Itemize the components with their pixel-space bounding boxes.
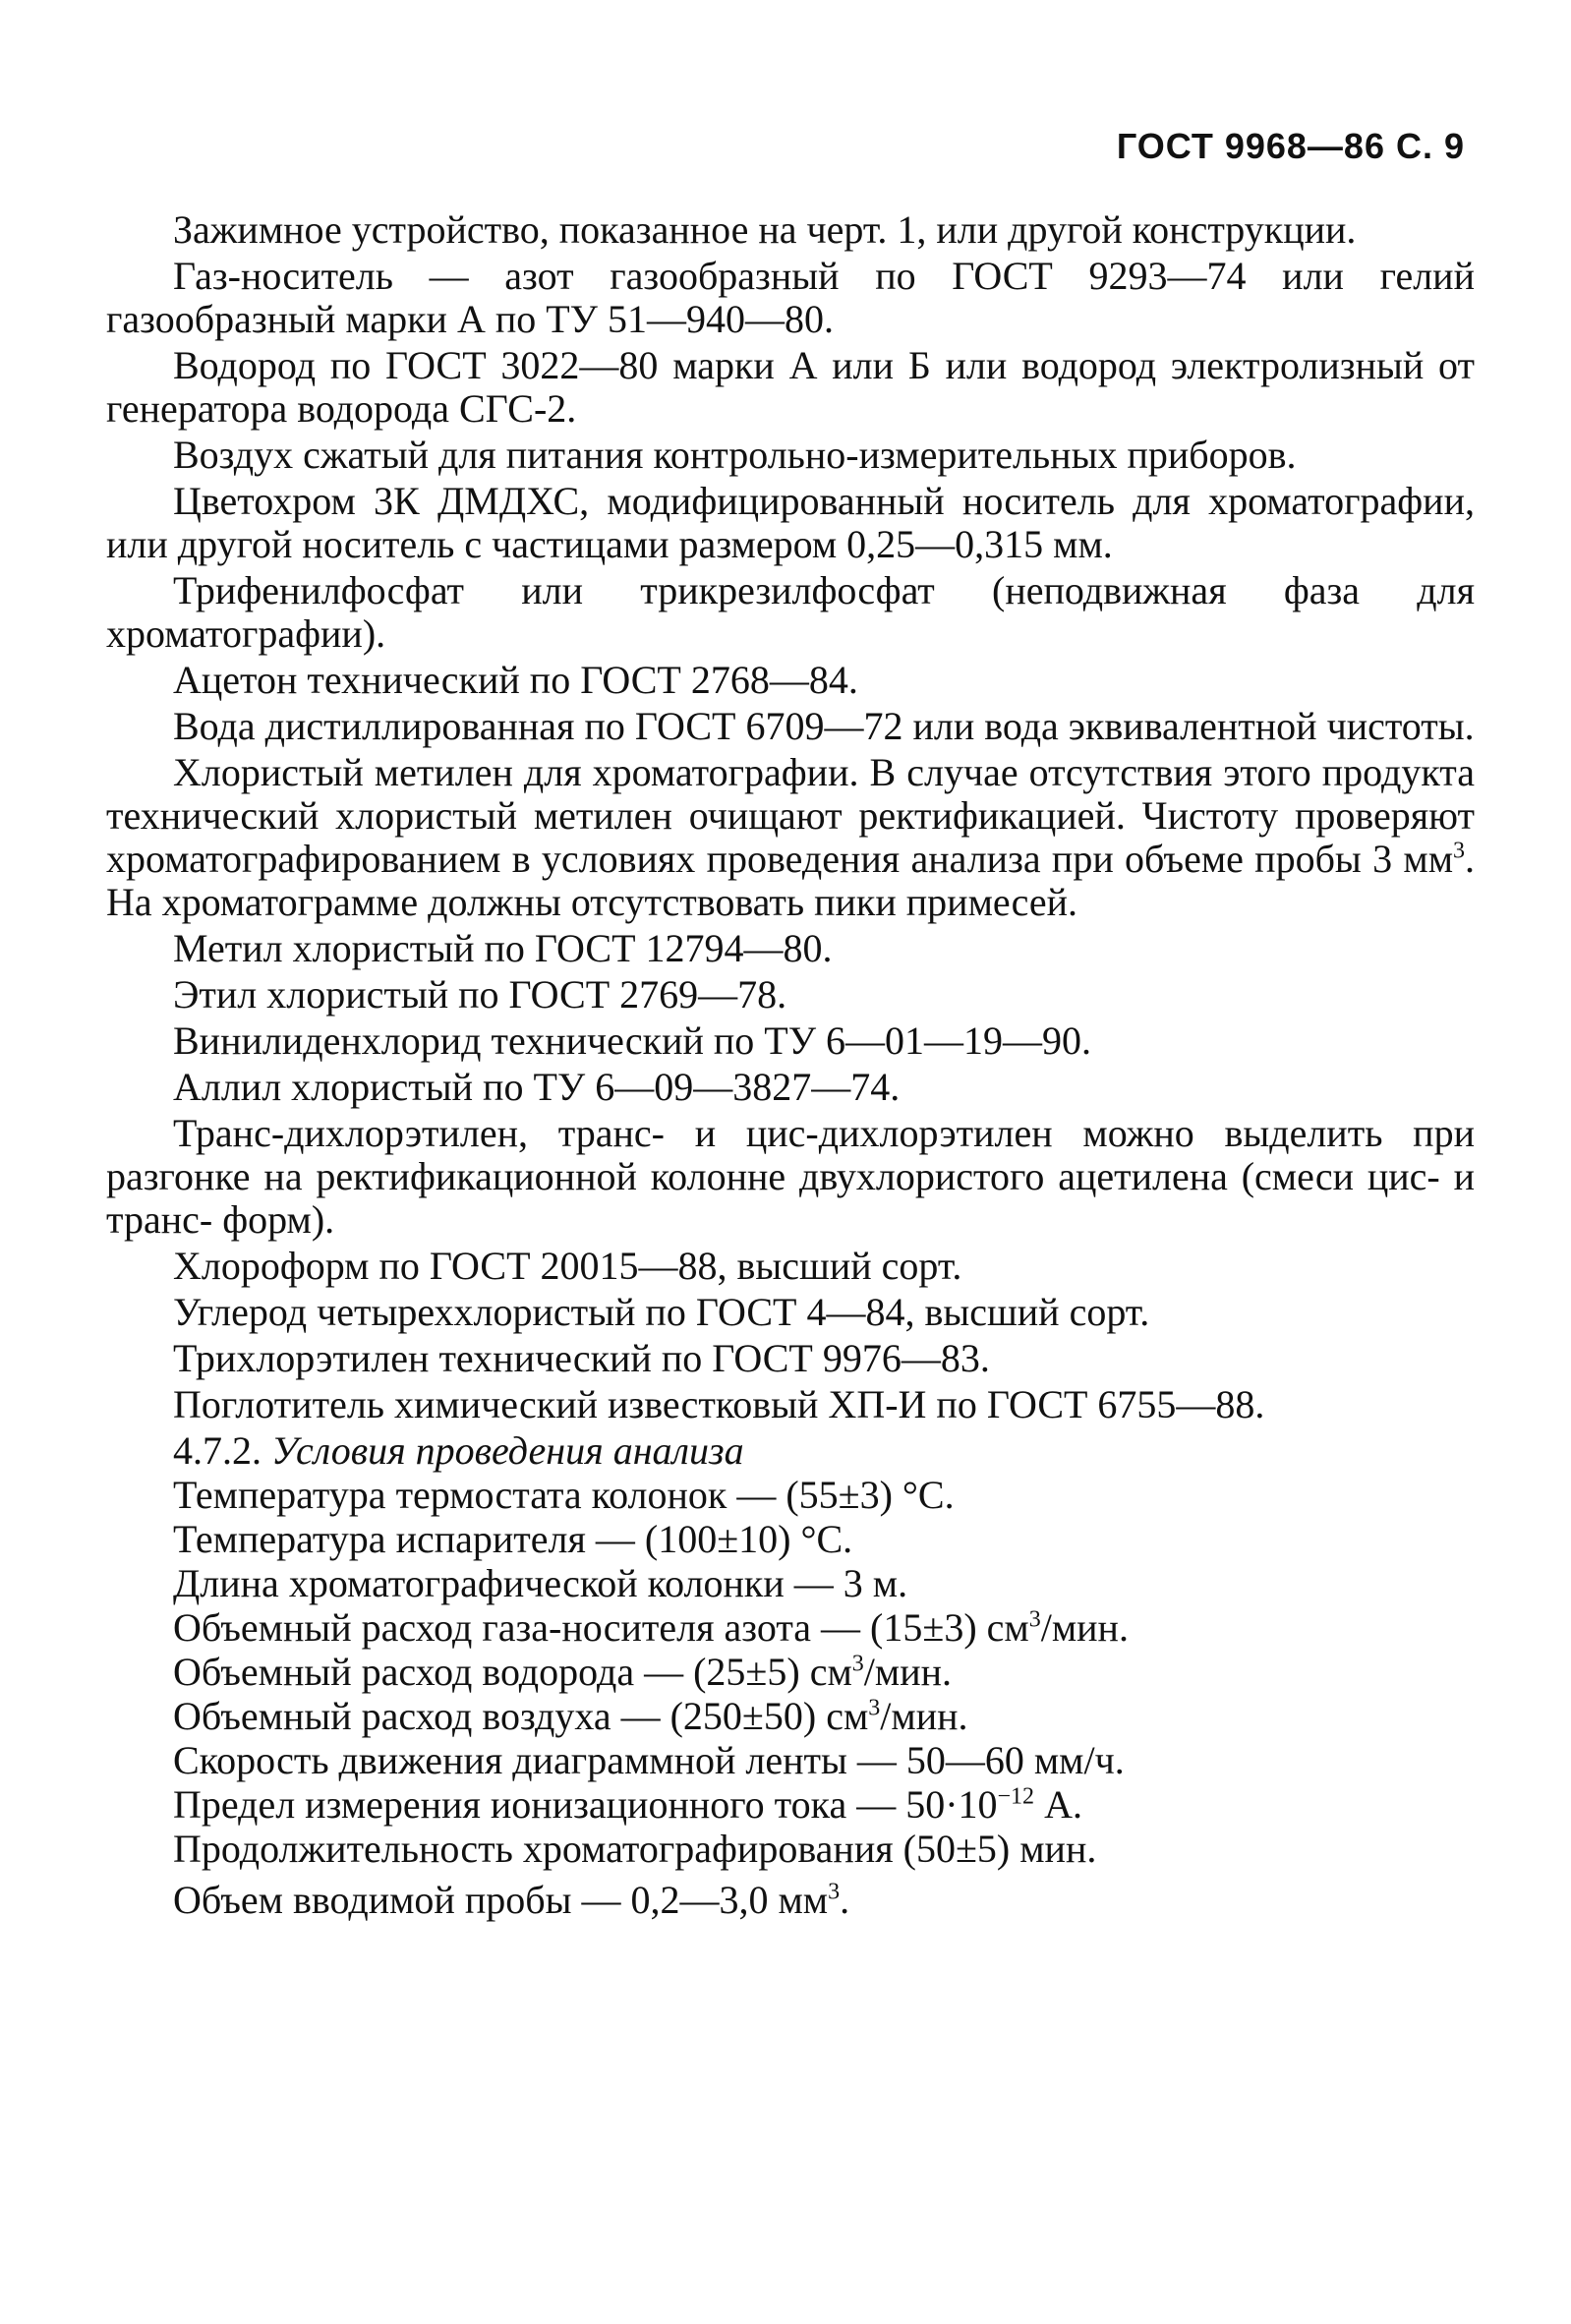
superscript: 3 [1453,838,1465,864]
condition-thermostat-temp: Температура термостата колонок — (55±3) °С. [173,1473,955,1517]
paragraph-methyl-chloride: Метил хлористый по ГОСТ 12794—80. [173,926,833,970]
paragraph-clamp-device: Зажимное устройство, показанное на черт. 1, или другой конструкции. [173,207,1357,252]
condition-column-length: Длина хроматографической колонки — 3 м. [173,1561,908,1605]
condition-air-flow-unit: /мин. [880,1694,968,1738]
condition-hydrogen-flow-text: Объемный расход водорода — (25±5) см [173,1650,852,1694]
paragraph-acetone: Ацетон технический по ГОСТ 2768—84. [173,658,858,702]
condition-hydrogen-flow-unit: /мин. [863,1650,953,1694]
paragraph-trichloroethylene: Трихлорэтилен технический по ГОСТ 9976—83. [173,1336,990,1380]
paragraph-dichloroethylene: Транс-дихлорэтилен, транс- и цис-дихлорэтилен можно выделить при разгонке на ректификационной колонне двухлористого ацетилена (смеси цис- и транс- форм). [106,1111,1475,1242]
condition-evaporator-temp: Температура испарителя — (100±10) °С. [173,1517,853,1561]
superscript: 3 [1028,1606,1041,1633]
paragraph-allyl-chloride: Аллил хлористый по ТУ 6—09—3827—74. [173,1065,901,1109]
paragraph-hydrogen: Водород по ГОСТ 3022—80 марки А или Б или водород электролизный от генератора водорода СГС-2. [106,343,1475,431]
superscript: −12 [997,1783,1035,1810]
paragraph-absorber: Поглотитель химический известковый ХП-И по ГОСТ 6755—88. [173,1382,1265,1426]
condition-nitrogen-flow-unit: /мин. [1040,1605,1129,1650]
superscript: 3 [851,1651,864,1677]
condition-tape-speed: Скорость движения диаграммной ленты — 50—60 мм/ч. [173,1738,1125,1782]
paragraph-carrier-gas: Газ-носитель — азот газообразный по ГОСТ 9293—74 или гелий газообразный марки А по ТУ 51—940—80. [106,254,1475,341]
condition-duration: Продолжительность хроматографирования (50±5) мин. [173,1827,1097,1871]
condition-ionization-current [173,1783,1475,1827]
paragraph-methylene-chloride-tail: . На хроматограмме должны отсутствовать пики примесей. [106,837,1475,924]
condition-nitrogen-flow-text: Объемный расход газа-носителя азота — (15±3) см [173,1605,1029,1650]
condition-air-flow-text: Объемный расход воздуха — (250±50) см [173,1694,869,1738]
condition-nitrogen-flow [173,1606,1475,1650]
condition-ionization-current-text: Предел измерения ионизационного тока — 50·10 [173,1782,998,1827]
paragraph-methylene-chloride-text: Хлористый метилен для хроматографии. В случае отсутствия этого продукта технический хлористый метилен очищают ректификацией. Чистоту проверяют хроматографированием в условиях проведения анализа при объеме пробы 3 мм [106,750,1475,881]
document-body [106,207,1475,1923]
paragraph-methylene-chloride [106,751,1475,924]
superscript: 3 [828,1879,841,1905]
running-header: ГОСТ 9968—86 С. 9 [1116,126,1465,166]
paragraph-ethyl-chloride: Этил хлористый по ГОСТ 2769—78. [173,972,787,1017]
section-heading [173,1429,1475,1473]
section-title: Условия проведения анализа [271,1428,744,1473]
condition-sample-volume [173,1879,1475,1922]
condition-sample-volume-unit: . [840,1878,850,1922]
superscript: 3 [868,1695,881,1721]
condition-ionization-current-unit: А. [1034,1782,1082,1827]
section-number: 4.7.2. [173,1428,262,1473]
paragraph-compressed-air: Воздух сжатый для питания контрольно-измерительных приборов. [173,433,1297,477]
paragraph-carbon-tetrachloride: Углерод четыреххлористый по ГОСТ 4—84, высший сорт. [173,1290,1150,1334]
paragraph-water: Вода дистиллированная по ГОСТ 6709—72 или вода эквивалентной чистоты. [173,704,1475,748]
condition-sample-volume-text: Объем вводимой пробы — 0,2—3,0 мм [173,1878,829,1922]
condition-air-flow [173,1695,1475,1738]
paragraph-tsvetokhrom: Цветохром 3К ДМДХС, модифицированный носитель для хроматографии, или другой носитель с частицами размером 0,25—0,315 мм. [106,479,1475,566]
paragraph-vinylidene-chloride: Винилиденхлорид технический по ТУ 6—01—19—90. [173,1018,1092,1063]
condition-hydrogen-flow [173,1651,1475,1694]
paragraph-chloroform: Хлороформ по ГОСТ 20015—88, высший сорт. [173,1244,962,1288]
paragraph-phosphates: Трифенилфосфат или трикрезилфосфат (неподвижная фаза для хроматографии). [106,568,1475,656]
